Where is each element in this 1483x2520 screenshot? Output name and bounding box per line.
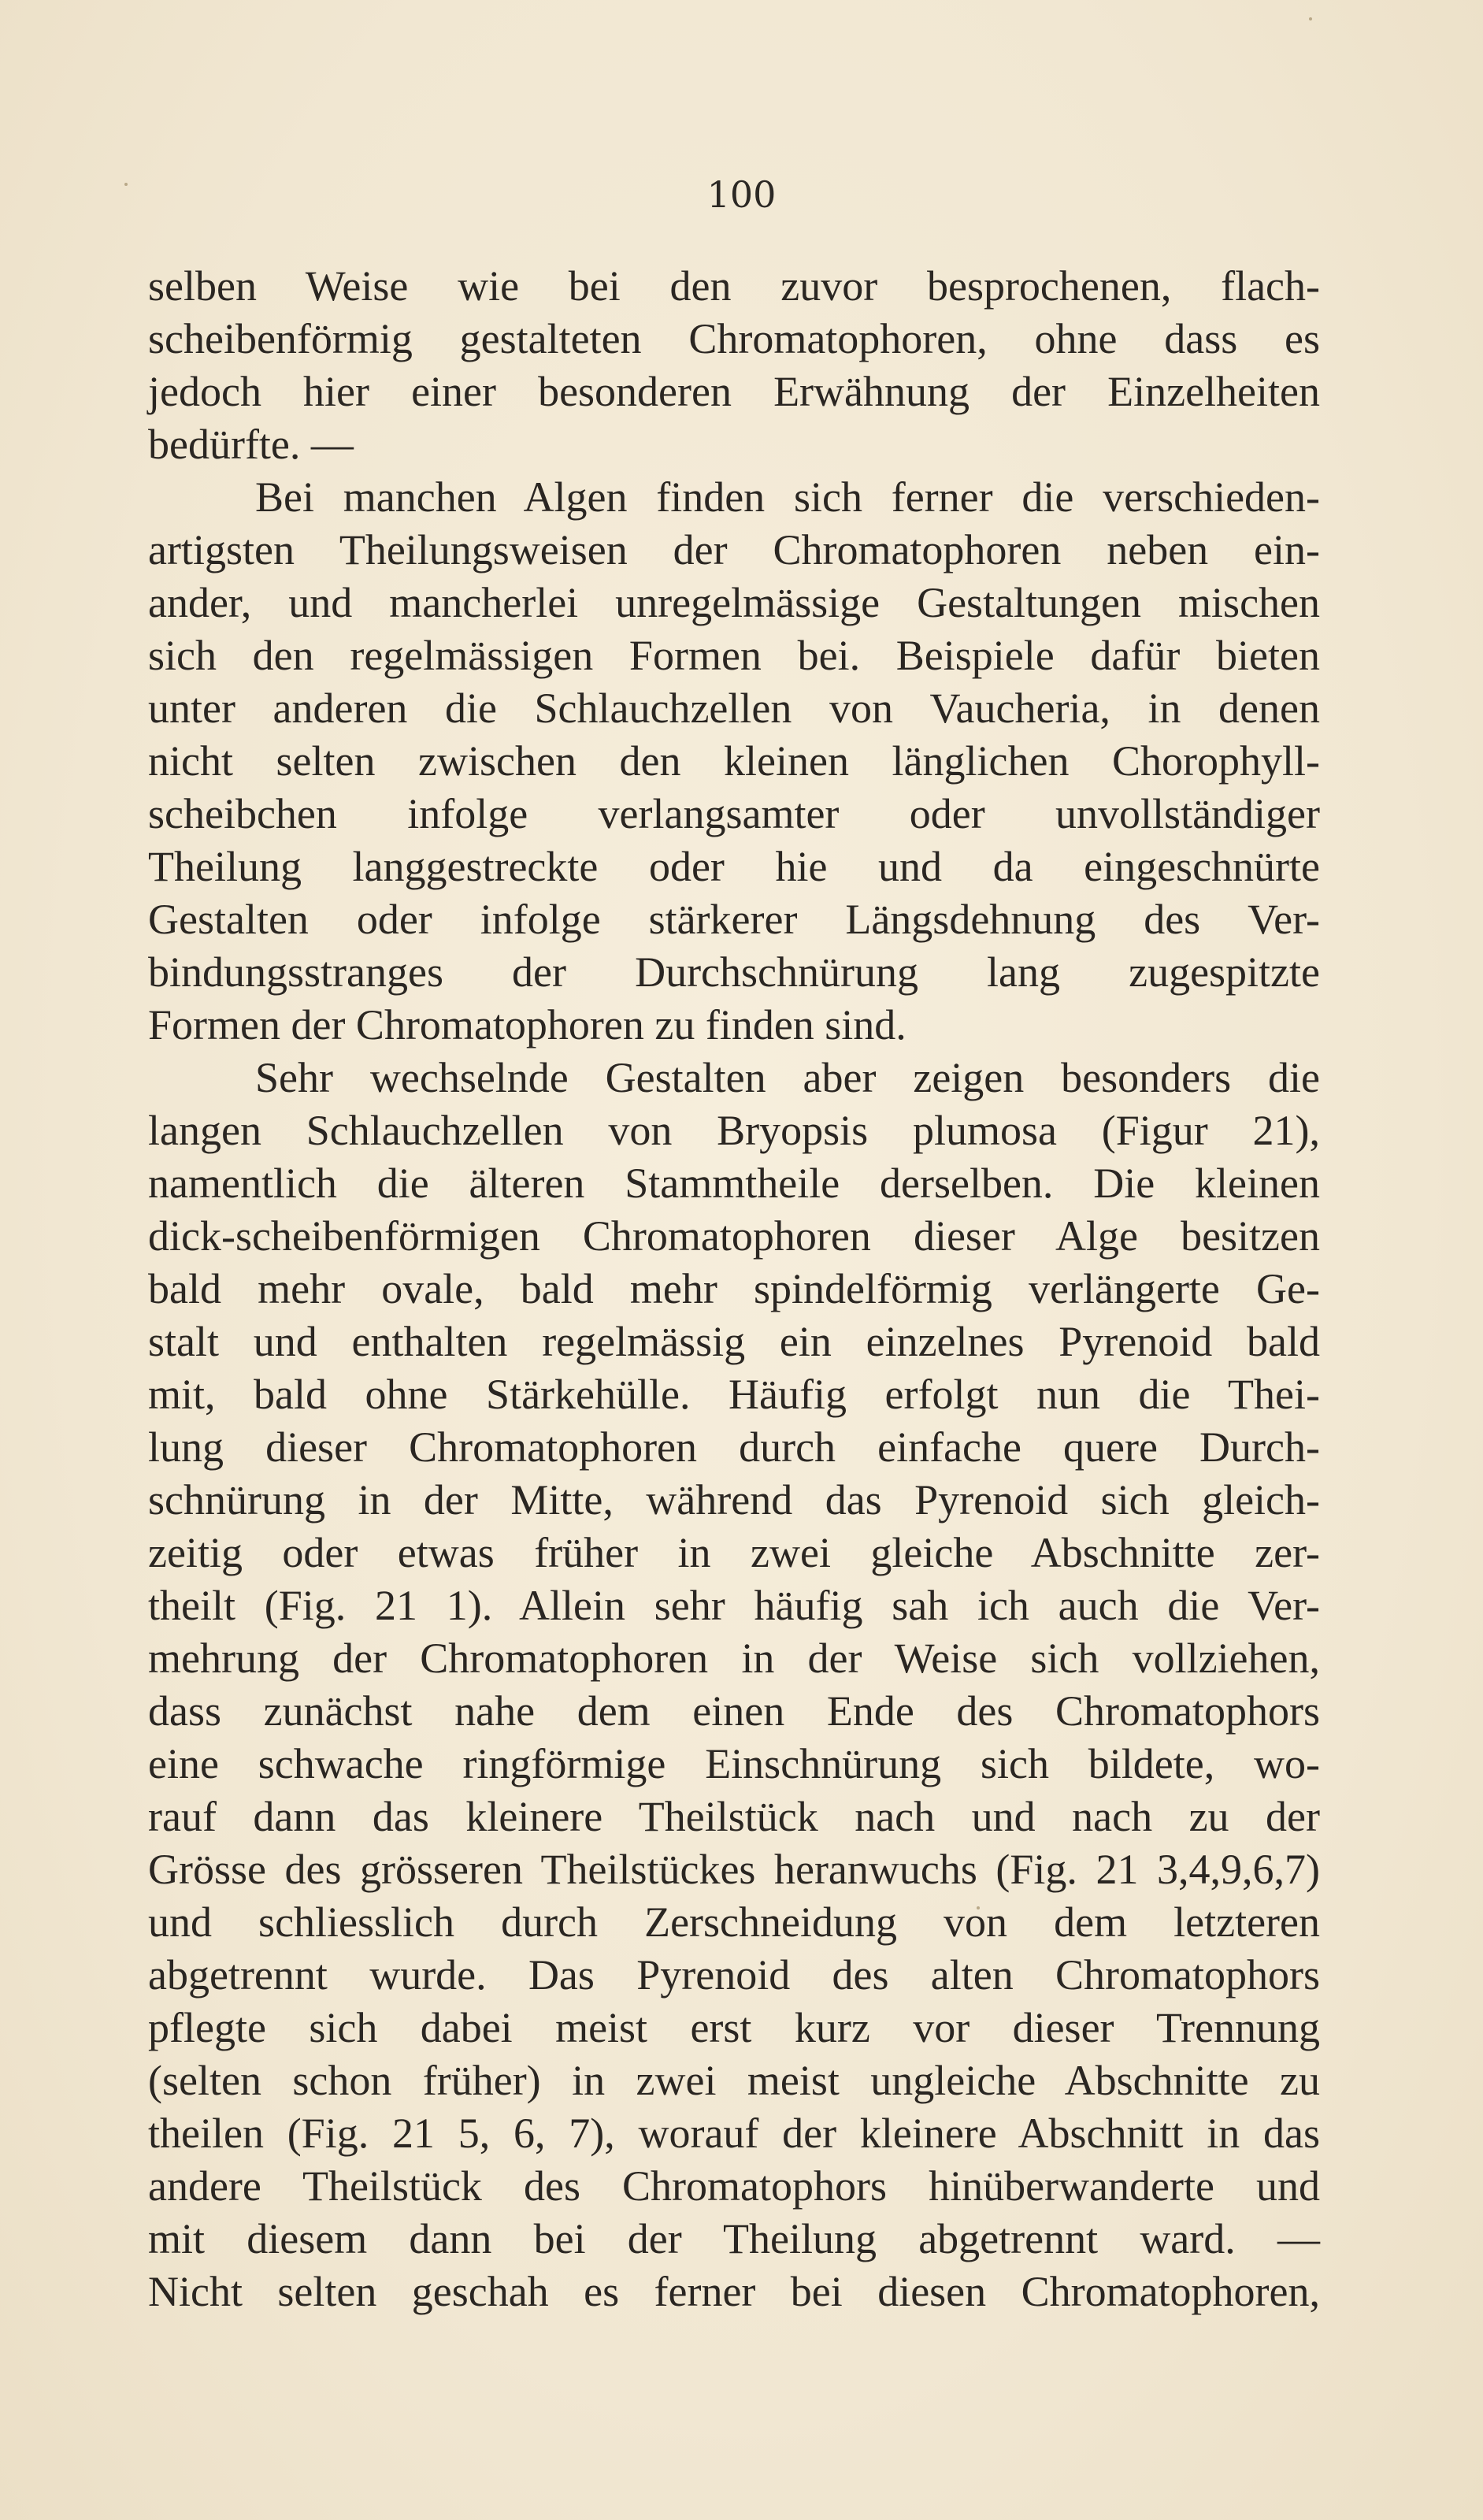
text-line: lung dieser Chromatophoren durch einfache quere Durch- (148, 1423, 1320, 1471)
text-line: Theilung langgestreckte oder hie und da eingeschnürte (148, 843, 1320, 890)
body-text (148, 260, 1320, 2318)
text-line: Nicht selten geschah es ferner bei diesen Chromatophoren, (148, 2268, 1320, 2315)
text-line: bedürfte. — (148, 421, 354, 468)
text-line: theilt (Fig. 21 1). Allein sehr häufig sah ich auch die Ver- (148, 1582, 1320, 1629)
text-line: eine schwache ringförmige Einschnürung sich bildete, wo- (148, 1740, 1320, 1787)
paper-fleck (1309, 17, 1312, 20)
text-line: bindungsstranges der Durchschnürung lang zugespitzte (148, 948, 1320, 996)
text-line: scheibchen infolge verlangsamter oder unvollständiger (148, 790, 1320, 837)
text-line: mit diesem dann bei der Theilung abgetrennt ward. — (148, 2215, 1320, 2262)
text-line: unter anderen die Schlauchzellen von Vaucheria, in denen (148, 685, 1320, 732)
text-line: Grösse des grösseren Theilstückes heranwuchs (Fig. 21 3,4,9,6,7) (148, 1846, 1320, 1893)
text-line: Bei manchen Algen finden sich ferner die verschieden- (255, 473, 1320, 521)
text-line: abgetrennt wurde. Das Pyrenoid des alten Chromatophors (148, 1951, 1320, 1999)
text-line: (selten schon früher) in zwei meist ungleiche Abschnitte zu (148, 2057, 1320, 2104)
text-line: namentlich die älteren Stammtheile derselben. Die kleinen (148, 1160, 1320, 1207)
text-line: theilen (Fig. 21 5, 6, 7), worauf der kleinere Abschnitt in das (148, 2110, 1320, 2157)
text-line: pflegte sich dabei meist erst kurz vor dieser Trennung (148, 2004, 1320, 2051)
text-line: bald mehr ovale, bald mehr spindelförmig verlängerte Ge- (148, 1265, 1320, 1312)
text-line: und schliesslich durch Zerschneidung von dem letzteren (148, 1898, 1320, 1946)
text-line: dick-scheibenförmigen Chromatophoren dieser Alge besitzen (148, 1212, 1320, 1260)
text-line: Formen der Chromatophoren zu finden sind. (148, 1001, 906, 1048)
text-line: jedoch hier einer besonderen Erwähnung der Einzelheiten (148, 368, 1320, 415)
page-number: 100 (706, 173, 777, 216)
text-line: nicht selten zwischen den kleinen länglichen Chorophyll- (148, 737, 1320, 785)
text-line: artigsten Theilungsweisen der Chromatophoren neben ein- (148, 526, 1320, 573)
text-line: zeitig oder etwas früher in zwei gleiche Abschnitte zer- (148, 1529, 1320, 1576)
text-line: scheibenförmig gestalteten Chromatophoren, ohne dass es (148, 315, 1320, 362)
text-line: andere Theilstück des Chromatophors hinüberwanderte und (148, 2162, 1320, 2210)
text-line: ander, und mancherlei unregelmässige Gestaltungen mischen (148, 579, 1320, 626)
text-line: rauf dann das kleinere Theilstück nach und nach zu der (148, 1793, 1320, 1840)
text-line: Gestalten oder infolge stärkerer Längsdehnung des Ver- (148, 896, 1320, 943)
text-line: sich den regelmässigen Formen bei. Beispiele dafür bieten (148, 632, 1320, 679)
text-line: langen Schlauchzellen von Bryopsis plumosa (Figur 21), (148, 1107, 1320, 1154)
text-line: dass zunächst nahe dem einen Ende des Chromatophors (148, 1687, 1320, 1735)
text-line: Sehr wechselnde Gestalten aber zeigen besonders die (255, 1054, 1320, 1101)
text-line: mehrung der Chromatophoren in der Weise sich vollziehen, (148, 1635, 1320, 1682)
text-line: stalt und enthalten regelmässig ein einzelnes Pyrenoid bald (148, 1318, 1320, 1365)
text-line: schnürung in der Mitte, während das Pyrenoid sich gleich- (148, 1476, 1320, 1524)
text-line: mit, bald ohne Stärkehülle. Häufig erfolgt nun die Thei- (148, 1371, 1320, 1418)
text-line: selben Weise wie bei den zuvor besprochenen, flach- (148, 262, 1320, 310)
